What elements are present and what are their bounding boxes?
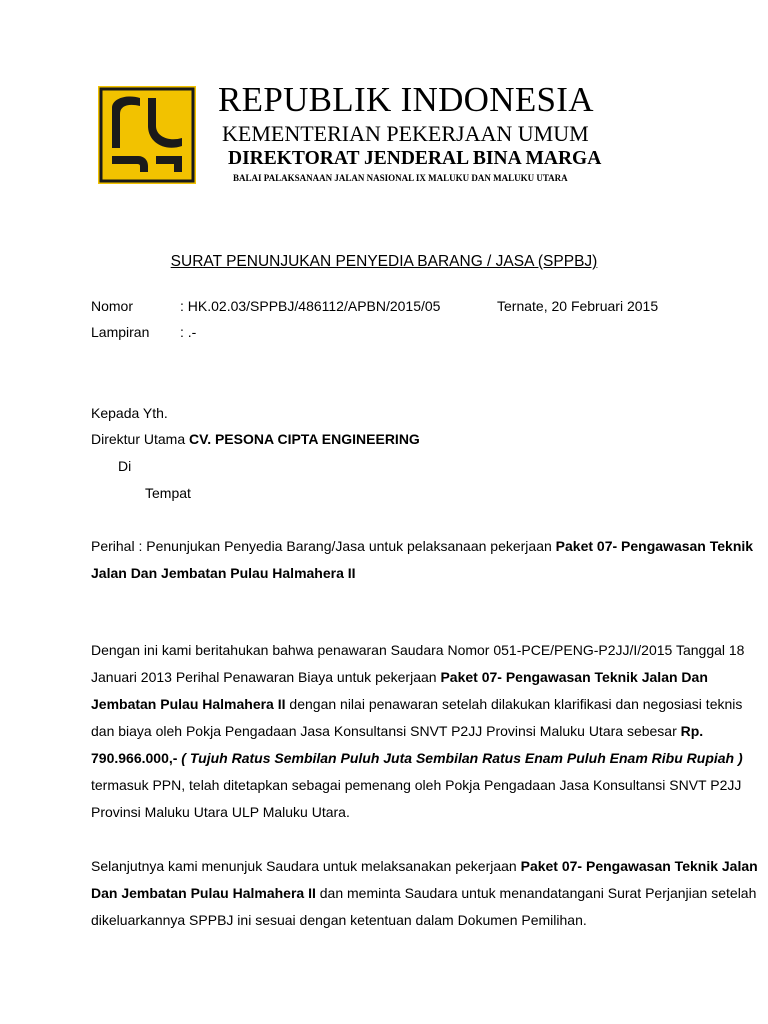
company-name: CV. PESONA CIPTA ENGINEERING xyxy=(189,431,420,447)
p1-l4-rp: Rp. xyxy=(680,723,704,739)
paragraph2-line-1 xyxy=(91,857,758,875)
direktur-label: Direktur Utama xyxy=(91,431,190,447)
perihal-text: Perihal : Penunjukan Penyedia Barang/Jasa untuk pelaksanaan pekerjaan xyxy=(91,538,556,554)
p1-l2-package: Paket 07- Pengawasan Teknik Jalan Dan xyxy=(440,669,708,685)
p2-l1-package: Paket 07- Pengawasan Teknik Jalan xyxy=(520,858,758,874)
letterhead-directorate: DIREKTORAT JENDERAL BINA MARGA xyxy=(228,148,602,169)
p1-l2-text: Januari 2013 Perihal Penawaran Biaya untuk pekerjaan xyxy=(91,669,441,685)
perihal-package: Paket 07- Pengawasan Teknik xyxy=(555,538,754,554)
lampiran-value: : .- xyxy=(180,324,197,340)
p1-l3-package: Jembatan Pulau Halmahera II xyxy=(91,696,286,712)
p1-amount-words: ( Tujuh Ratus Sembilan Puluh Juta Sembilan Ratus Enam Puluh Enam Ribu Rupiah ) xyxy=(177,750,743,766)
addressee-line xyxy=(91,430,420,448)
di-line: Di xyxy=(118,458,132,474)
letterhead-title: REPUBLIK INDONESIA xyxy=(218,80,594,119)
paragraph1-line-5 xyxy=(91,749,743,767)
public-works-logo-icon xyxy=(98,86,196,184)
lampiran-label: Lampiran xyxy=(91,324,150,340)
paragraph2-line-2 xyxy=(91,884,756,902)
document-title: SURAT PENUNJUKAN PENYEDIA BARANG / JASA (SPPBJ) xyxy=(170,253,598,270)
p1-l3-text: dengan nilai penawaran setelah dilakukan klarifikasi dan negosiasi teknis xyxy=(285,696,743,712)
paragraph1-line-7: Provinsi Maluku Utara ULP Maluku Utara. xyxy=(91,804,350,820)
paragraph1-line-3 xyxy=(91,695,743,713)
p1-amount: 790.966.000,- xyxy=(91,750,178,766)
letterhead-balai: BALAI PALAKSANAAN JALAN NASIONAL IX MALUKU DAN MALUKU UTARA xyxy=(233,173,568,183)
paragraph2-line-3: dikeluarkannya SPPBJ ini sesuai dengan ketentuan dalam Dokumen Pemilihan. xyxy=(91,912,587,928)
perihal-line-2: Jalan Dan Jembatan Pulau Halmahera II xyxy=(91,565,356,581)
nomor-label: Nomor xyxy=(91,298,134,314)
p2-l1-text: Selanjutnya kami menunjuk Saudara untuk melaksanakan pekerjaan xyxy=(91,858,521,874)
p2-l2-text: dan meminta Saudara untuk menandatangani Surat Perjanjian setelah xyxy=(315,885,757,901)
p2-l2-package: Dan Jembatan Pulau Halmahera II xyxy=(91,885,316,901)
tempat-line: Tempat xyxy=(145,485,191,501)
paragraph1-line-2 xyxy=(91,668,708,686)
p1-l4-text: dan biaya oleh Pokja Pengadaan Jasa Konsultansi SNVT P2JJ Provinsi Maluku Utara sebesar xyxy=(91,723,681,739)
perihal-line-1 xyxy=(91,537,753,555)
paragraph1-line-6: termasuk PPN, telah ditetapkan sebagai pemenang oleh Pokja Pengadaan Jasa Konsultansi SNVT P2JJ xyxy=(91,777,742,793)
nomor-value: : HK.02.03/SPPBJ/486112/APBN/2015/05 xyxy=(180,298,441,314)
paragraph1-line-1: Dengan ini kami beritahukan bahwa penawaran Saudara Nomor 051-PCE/PENG-P2JJ/I/2015 Tanggal 18 xyxy=(91,642,745,658)
place-date: Ternate, 20 Februari 2015 xyxy=(497,298,659,314)
letterhead-ministry: KEMENTERIAN PEKERJAAN UMUM xyxy=(222,121,589,146)
paragraph1-line-4 xyxy=(91,722,704,740)
kepada-line: Kepada Yth. xyxy=(91,405,168,421)
